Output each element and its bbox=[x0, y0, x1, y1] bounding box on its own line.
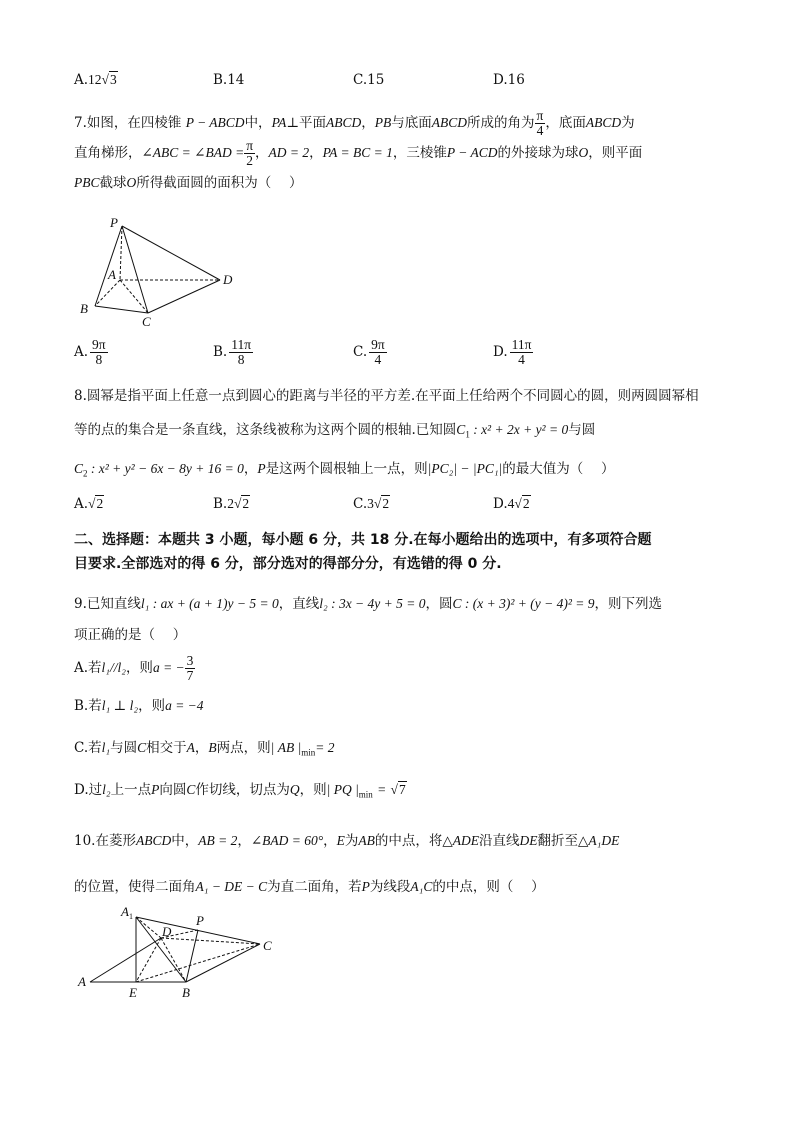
label-p: P bbox=[196, 913, 204, 928]
q7-pi-over-2: $\frac{\pi}{2}$ bbox=[246, 138, 254, 169]
q7-option-c[interactable]: C. $\frac{9\pi}{4}$ bbox=[353, 337, 385, 368]
edge-db bbox=[161, 938, 186, 982]
q8-option-a[interactable]: A.√2 bbox=[74, 496, 104, 512]
q8-option-d[interactable]: D.4√2 bbox=[493, 496, 530, 512]
edge-ab bbox=[95, 280, 120, 306]
edge-ac bbox=[120, 280, 148, 313]
q7-options bbox=[74, 338, 734, 372]
label-c: C bbox=[263, 938, 272, 953]
label-p: P bbox=[110, 215, 118, 230]
edge-pc bbox=[122, 226, 148, 313]
q8-stem: 8.圆幂是指平面上任意一点到圆心的距离与半径的平方差.在平面上任给两个不同圆心的圆，则两圆圆幂相 等的点的集合是一条直线，这条线被称为这两个圆的根轴.已知圆$C_1$ : x² + 2x + y² = 0与圆 $C_2$ : x² + y² − 6x − 8y + 16 = 0，P是这两个圆根轴上一点，则|PC₂| − |PC₁|的最大值为（ ） bbox=[74, 388, 699, 479]
q8-option-b[interactable]: B.2√2 bbox=[213, 496, 250, 512]
q8-options bbox=[74, 496, 734, 530]
edge-bc bbox=[186, 944, 260, 982]
q6-option-b[interactable]: B.14 bbox=[213, 72, 245, 88]
q7-option-d[interactable]: D. $\frac{11\pi}{4}$ bbox=[493, 337, 532, 368]
q7-option-a[interactable]: A. $\frac{9\pi}{8}$ bbox=[74, 337, 106, 368]
q7-option-b[interactable]: B. $\frac{11\pi}{8}$ bbox=[213, 337, 252, 368]
q8-option-c[interactable]: C.3√2 bbox=[353, 496, 390, 512]
section-2-header: 二、选择题：本题共 3 小题，每小题 6 分，共 18 分.在每小题给出的选项中，有多项符合题 目要求.全部选对的得 6 分，部分选对的得部分分，有选错的得 0 分. bbox=[74, 532, 652, 572]
edge-pd bbox=[122, 226, 220, 280]
label-b: B bbox=[80, 301, 88, 316]
q10-stem: 10.在菱形ABCD中，AB = 2，∠BAD = 60°，E为AB的中点，将△ADE沿直线DE翻折至△A₁DE 的位置，使得二面角A₁ − DE − C为直二面角，若P为线段A₁C的中点，则（ ） bbox=[74, 833, 620, 895]
label-b: B bbox=[182, 985, 190, 1000]
q6-options bbox=[74, 72, 734, 106]
edge-pb bbox=[95, 226, 122, 306]
q9-option-c[interactable]: C.若l₁与圆C相交于A，B两点，则| AB $|_{min}= 2$ bbox=[74, 740, 335, 758]
q6-option-a[interactable]: A.12√3 bbox=[74, 72, 117, 88]
q9-option-a[interactable]: A.若l₁//l₂，则a = − $\frac{3}{7}$ bbox=[74, 652, 194, 683]
q9-stem: 9.已知直线l₁ : ax + (a + 1)y − 5 = 0，直线l₂ : 3x − 4y + 5 = 0，圆C : (x + 3)² + (y − 4)² = 9，则下列选 项正确的是（ ） bbox=[74, 596, 663, 643]
label-d: D bbox=[162, 924, 172, 939]
label-a1: $A_1$ bbox=[121, 904, 133, 921]
label-a: A bbox=[108, 267, 116, 282]
q7-pyramid-figure bbox=[74, 213, 244, 328]
edge-cd bbox=[148, 280, 220, 313]
edge-pb bbox=[186, 930, 198, 982]
label-c: C bbox=[142, 314, 151, 328]
q9-option-d[interactable]: D.过l₂上一点P向圆C作切线，切点为Q，则| PQ $|_{min} = √7$ bbox=[74, 782, 406, 800]
edge-pa bbox=[120, 226, 122, 280]
q7-stem: 7.如图，在四棱锥 P − ABCD中，PA⊥平面ABCD，PB与底面ABCD所成的角为 $\frac{\pi}{4}$ ，底面ABCD为 直角梯形，∠ABC = ∠BAD = $\frac{\pi}{2}$ ，AD = 2，PA = BC = 1，三棱锥P − ACD的外接球为球O，则平面 PBC截球O所得截面圆的面积为（ ） bbox=[74, 107, 643, 192]
label-e: E bbox=[129, 985, 137, 1000]
q9-option-b[interactable]: B.若l₁ ⊥ l₂，则a = −4 bbox=[74, 698, 204, 714]
edge-ad bbox=[90, 938, 161, 982]
q6-option-c[interactable]: C.15 bbox=[353, 72, 385, 88]
label-a: A bbox=[78, 974, 86, 989]
edge-bc bbox=[95, 306, 148, 313]
q7-pi-over-4: $\frac{\pi}{4}$ bbox=[536, 107, 544, 138]
q10-rhombus-figure bbox=[74, 900, 284, 1000]
q6-option-d[interactable]: D.16 bbox=[493, 72, 525, 88]
label-d: D bbox=[223, 272, 233, 287]
